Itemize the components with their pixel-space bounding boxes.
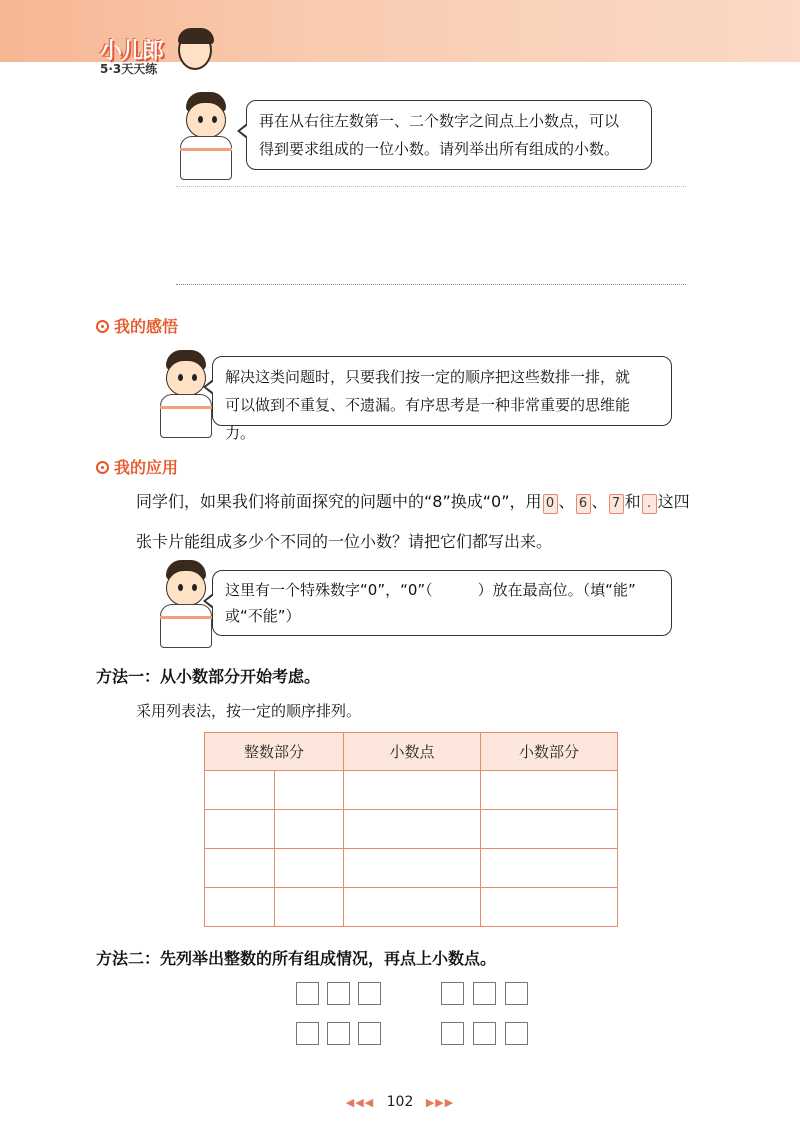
answer-box[interactable] (358, 982, 381, 1005)
decimal-point-card: . (642, 494, 657, 514)
section-title-application: 我的应用 (96, 455, 178, 478)
method-two-title: 方法二：先列举出整数的所有组成情况，再点上小数点。 (96, 949, 497, 968)
digit-card: 7 (609, 494, 624, 514)
table-cell[interactable] (481, 810, 618, 849)
table-cell[interactable] (481, 771, 618, 810)
answer-box[interactable] (327, 1022, 350, 1045)
answer-box[interactable] (473, 982, 496, 1005)
boy-illustration (160, 350, 212, 440)
method-one-desc: 采用列表法，按一定的顺序排列。 (136, 702, 362, 720)
bubble-text-line: 再在从右往左数第一、二个数字之间点上小数点，可以 (259, 112, 620, 130)
problem-statement: 同学们，如果我们将前面探究的问题中的“8”换成“0”，用 0 、 6 、 7 和 . 这四 张卡片能组成多少个不同的一位小数？请把它们都写出来。 (136, 492, 690, 551)
table-cell[interactable] (205, 888, 275, 927)
section-title-reflection: 我的感悟 (96, 314, 178, 337)
answer-box[interactable] (505, 982, 528, 1005)
bubble-text-line: 或“不能”） (225, 607, 301, 625)
target-icon (96, 461, 109, 474)
table-row (205, 888, 618, 927)
answer-line (176, 284, 686, 285)
table-cell[interactable] (205, 810, 275, 849)
brand-logo: 小儿郎 (100, 39, 164, 64)
mascot-icon (178, 30, 212, 70)
brand-subtitle: 5·3天天练 (100, 62, 158, 76)
digit-card: 0 (543, 494, 558, 514)
page-footer (0, 1094, 800, 1110)
answer-box[interactable] (473, 1022, 496, 1045)
table-cell[interactable] (275, 771, 344, 810)
bubble-text-line: 可以做到不重复、不遗漏。有序思考是一种非常重要的思维能力。 (225, 396, 631, 442)
table-cell[interactable] (205, 849, 275, 888)
answer-box[interactable] (441, 982, 464, 1005)
answer-box[interactable] (327, 982, 350, 1005)
answer-box[interactable] (358, 1022, 381, 1045)
table-cell[interactable] (344, 849, 481, 888)
answer-box[interactable] (505, 1022, 528, 1045)
speech-bubble-hint (246, 100, 652, 170)
table-row (205, 810, 618, 849)
speech-bubble-reflection (212, 356, 672, 442)
digit-card: 6 (576, 494, 591, 514)
table-cell[interactable] (344, 771, 481, 810)
table-cell[interactable] (275, 849, 344, 888)
table-row (205, 771, 618, 810)
answer-box[interactable] (296, 982, 319, 1005)
table-cell[interactable] (481, 888, 618, 927)
table-cell[interactable] (205, 771, 275, 810)
right-arrows-icon: ▶▶▶ (425, 1096, 455, 1109)
table-header: 整数部分 (205, 733, 344, 771)
answer-box[interactable] (296, 1022, 319, 1045)
table-header: 小数部分 (481, 733, 618, 771)
page-number: 102 (386, 1094, 414, 1110)
target-icon (96, 320, 109, 333)
table-cell[interactable] (275, 810, 344, 849)
left-arrows-icon: ◀◀◀ (345, 1096, 375, 1109)
table-header: 小数点 (344, 733, 481, 771)
method-one-title: 方法一：从小数部分开始考虑。 (96, 667, 321, 686)
bubble-text-line: 解决这类问题时，只要我们按一定的顺序把这些数排一排，就 (225, 368, 631, 386)
table-cell[interactable] (275, 888, 344, 927)
answer-line (176, 186, 686, 187)
table-row (205, 849, 618, 888)
bubble-text-line: 这里有一个特殊数字“0”，“0”（ ）放在最高位。（填“能” (225, 581, 636, 599)
table-cell[interactable] (344, 810, 481, 849)
arrangement-table (204, 732, 618, 927)
speech-bubble-zero-hint (212, 570, 672, 636)
boy-illustration (180, 92, 232, 182)
table-cell[interactable] (344, 888, 481, 927)
bubble-text-line: 得到要求组成的一位小数。请列举出所有组成的小数。 (259, 140, 620, 158)
table-cell[interactable] (481, 849, 618, 888)
answer-box[interactable] (441, 1022, 464, 1045)
